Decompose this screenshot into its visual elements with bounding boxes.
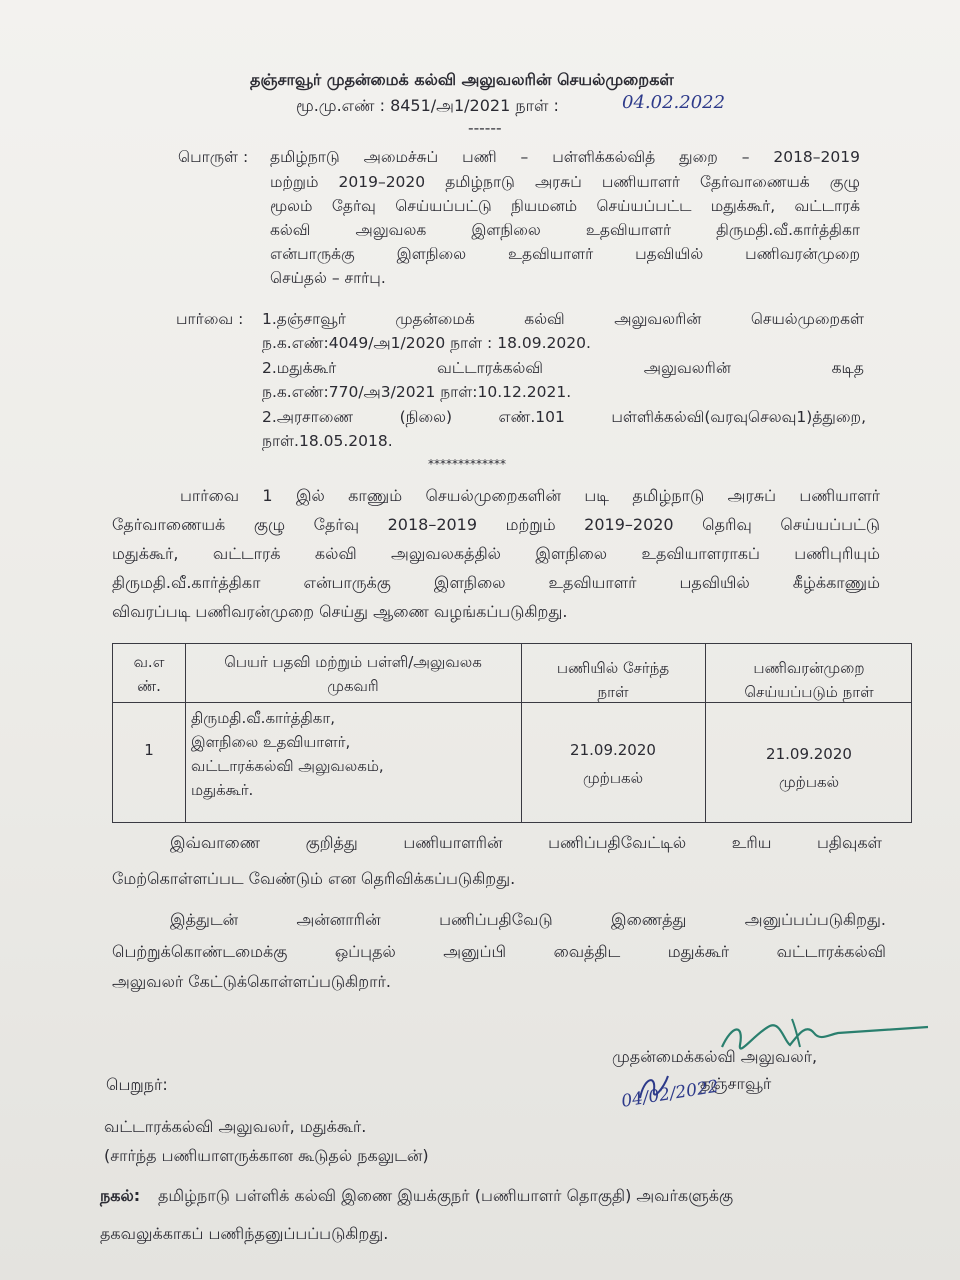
subject-label: பொருள் : [178, 148, 249, 166]
regularization-table [112, 643, 912, 823]
para3-line: அலுவலர் கேட்டுக்கொள்ளப்படுகிறார். [112, 972, 391, 991]
header-regularized: பணிவரன்முறை செய்யப்படும் நாள் [744, 659, 874, 701]
para2-line: மேற்கொள்ளப்பட வேண்டும் என தெரிவிக்கப்படுகிறது. [112, 869, 516, 888]
subject-line: மூலம் தேர்வு செய்யப்பட்டு நியமனம் செய்யப்பட்ட மதுக்கூர், வட்டாரக் [270, 197, 860, 215]
body-line: விவரப்படி பணிவரன்முறை செய்து ஆணை வழங்கப்படுகிறது. [112, 602, 568, 621]
body-line: மதுக்கூர், வட்டாரக் கல்வி அலுவலகத்தில் இளநிலை உதவியாளராகப் பணிபுரியும் [112, 544, 880, 563]
header-joined: பணியில் சேர்ந்த நாள் [556, 659, 670, 701]
subject-line: தமிழ்நாடு அமைச்சுப் பணி – பள்ளிக்கல்வித் துறை – 2018–2019 [270, 148, 860, 166]
row-sno: 1 [144, 741, 154, 759]
signatory-designation: முதன்மைக்கல்வி அலுவலர், [612, 1047, 818, 1066]
para3-line: பெற்றுக்கொண்டமைக்கு ஒப்புதல் அனுப்பி வைத்திட மதுக்கூர் வட்டாரக்கல்வி [112, 942, 886, 961]
reference-line: நாள்.18.05.2018. [262, 432, 393, 450]
subject-line: மற்றும் 2019–2020 தமிழ்நாடு அரசுப் பணியாளர் தேர்வாணையக் குழு [270, 173, 860, 191]
body-line: தேர்வாணையக் குழு தேர்வு 2018–2019 மற்றும் 2019–2020 தெரிவு செய்யப்பட்டு [112, 515, 880, 534]
reference-number: மூ.மு.எண் : 8451/அ1/2021 நாள் : [296, 96, 559, 115]
para2-line: இவ்வாணை குறித்து பணியாளரின் பணிப்பதிவேட்டில் உரிய பதிவுகள் [170, 833, 882, 852]
row-joined: 21.09.2020 முற்பகல் [570, 741, 656, 787]
recipient-line: (சார்ந்த பணியாளருக்கான கூடுதல் நகலுடன்) [104, 1146, 429, 1165]
row-name: திருமதி.வீ.கார்த்திகா, இளநிலை உதவியாளர், வட்டாரக்கல்வி அலுவலகம், மதுக்கூர். [191, 709, 384, 799]
recipient-label: பெறுநர்: [106, 1075, 168, 1094]
subject-line: செய்தல் – சார்பு. [270, 269, 386, 287]
header-name: பெயர் பதவி மற்றும் பள்ளி/அலுவலக முகவரி [224, 653, 482, 695]
header-sno: வ.எ ண். [133, 653, 165, 695]
copy-label: நகல்: [100, 1186, 141, 1205]
reference-line: 2.மதுக்கூர் வட்டாரக்கல்வி அலுவலரின் கடித [262, 359, 864, 377]
copy-line: தகவலுக்காகப் பணிந்தனுப்பப்படுகிறது. [100, 1224, 389, 1243]
para3-line: இத்துடன் அன்னாரின் பணிப்பதிவேடு இணைத்து அனுப்பப்படுகிறது. [170, 910, 886, 929]
reference-line: 2.அரசாணை (நிலை) எண்.101 பள்ளிக்கல்வி(வரவுசெலவு1)த்துறை, [262, 408, 866, 426]
copy-line: தமிழ்நாடு பள்ளிக் கல்வி இணை இயக்குநர் (பணியாளர் தொகுதி) அவர்களுக்கு [158, 1186, 734, 1205]
signatory-place: தஞ்சாவூர் [700, 1074, 772, 1093]
reference-label: பார்வை : [176, 310, 244, 328]
subject-line: என்பாருக்கு இளநிலை உதவியாளர் பதவியில் பணிவரன்முறை [270, 245, 860, 263]
subject-line: கல்வி அலுவலக இளநிலை உதவியாளர் திருமதி.வீ.கார்த்திகா [270, 221, 860, 239]
handwritten-date: 04.02.2022 [622, 92, 726, 113]
document-title: தஞ்சாவூர் முதன்மைக் கல்வி அலுவலரின் செயல்முறைகள் [250, 70, 674, 89]
reference-line: ந.க.எண்:770/அ3/2021 நாள்:10.12.2021. [262, 383, 572, 401]
reference-line: ந.க.எண்:4049/அ1/2020 நாள் : 18.09.2020. [262, 334, 591, 352]
recipient-line: வட்டாரக்கல்வி அலுவலர், மதுக்கூர். [104, 1117, 367, 1136]
reference-line: 1.தஞ்சாவூர் முதன்மைக் கல்வி அலுவலரின் செயல்முறைகள் [262, 310, 864, 328]
body-line: திருமதி.வீ.கார்த்திகா என்பாருக்கு இளநிலை உதவியாளர் பதவியில் கீழ்க்காணும் [112, 573, 880, 592]
body-line: பார்வை 1 இல் காணும் செயல்முறைகளின் படி தமிழ்நாடு அரசுப் பணியாளர் [180, 486, 880, 505]
row-regularized: 21.09.2020 முற்பகல் [766, 745, 852, 791]
handwritten-signature-date: 04/02/2022 [620, 1076, 720, 1112]
header-separator: ------ [468, 119, 502, 137]
stars-divider: ************* [428, 457, 506, 471]
